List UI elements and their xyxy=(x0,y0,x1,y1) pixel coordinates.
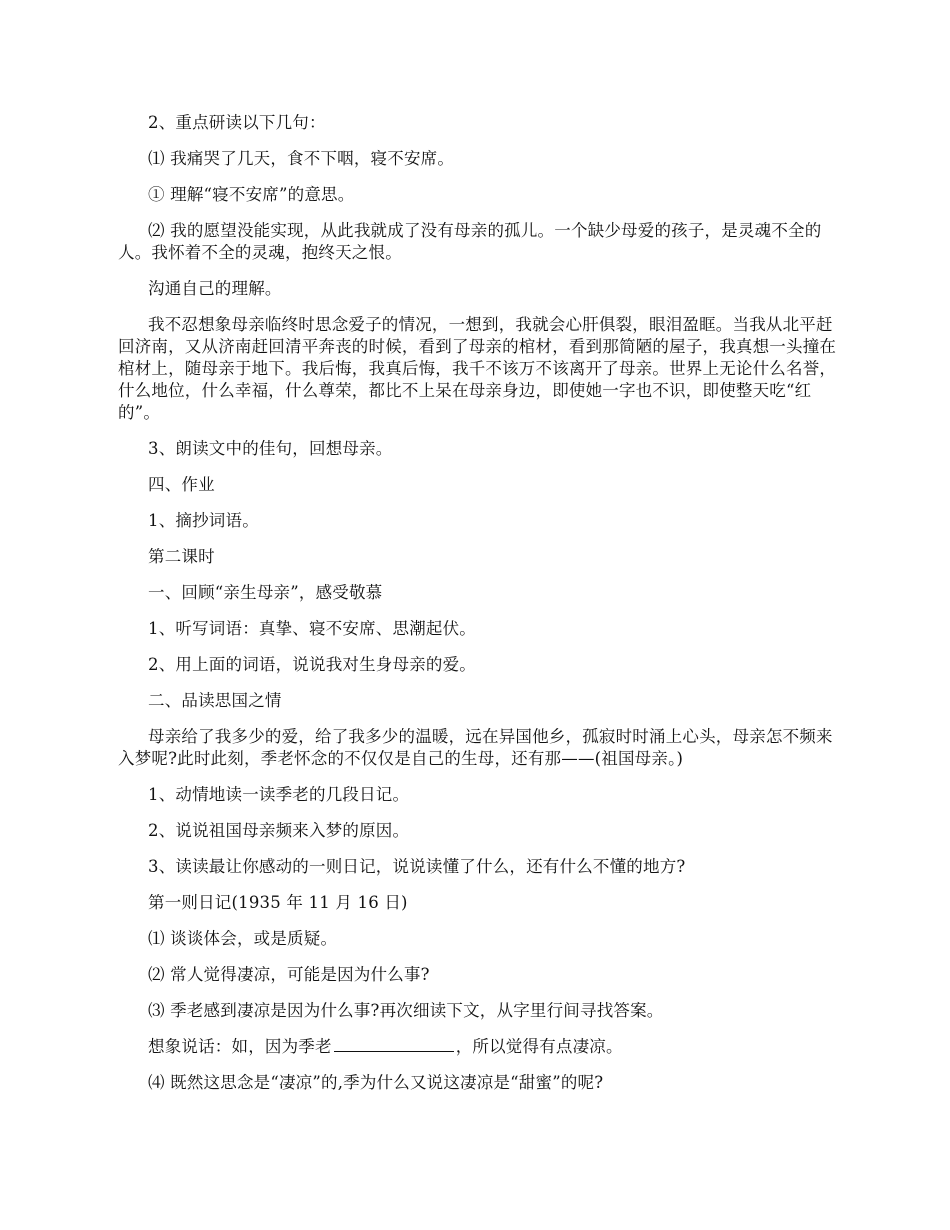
paragraph: ⑶ 季老感到凄凉是因为什么事?再次细读下文，从字里行间寻找答案。 xyxy=(148,1001,664,1020)
section-heading: 二、品读思国之情 xyxy=(148,691,282,710)
section-heading: 第二课时 xyxy=(148,547,215,566)
paragraph: 母亲给了我多少的爱，给了我多少的温暖，远在异国他乡，孤寂时时涌上心头，母亲怎不频来入梦呢?此时此刻，季老怀念的不仅仅是自己的生母，还有那——(祖国母亲。) xyxy=(118,727,833,768)
paragraph: 3、读读最让你感动的一则日记，说说读懂了什么，还有什么不懂的地方? xyxy=(148,857,686,876)
paragraph: 2、说说祖国母亲频来入梦的原因。 xyxy=(148,821,410,840)
paragraph: 3、朗读文中的佳句，回想母亲。 xyxy=(148,439,393,458)
paragraph: 1、听写词语：真挚、寝不安席、思潮起伏。 xyxy=(148,619,476,638)
fill-in-suffix: ，所以觉得有点凄凉。 xyxy=(455,1037,623,1056)
fill-in-paragraph xyxy=(118,1036,842,1058)
paragraph: ⑵ 常人觉得凄凉，可能是因为什么事? xyxy=(148,965,430,984)
paragraph: 1、摘抄词语。 xyxy=(148,511,259,530)
paragraph: 沟通自己的理解。 xyxy=(148,279,282,298)
paragraph: 第一则日记(1935 年 11 月 16 日) xyxy=(148,893,408,912)
paragraph: 2、用上面的词语，说说我对生身母亲的爱。 xyxy=(148,655,476,674)
paragraph: ⑴ 我痛哭了几天，食不下咽，寝不安席。 xyxy=(148,149,455,168)
paragraph: ⑵ 我的愿望没能实现，从此我就成了没有母亲的孤儿。一个缺少母爱的孩子，是灵魂不全的人。我怀着不全的灵魂，抱终天之恨。 xyxy=(118,221,822,262)
paragraph: 我不忍想象母亲临终时思念爱子的情况，一想到，我就会心肝俱裂，眼泪盈眶。当我从北平赶回济南，又从济南赶回清平奔丧的时候，看到了母亲的棺材，看到那简陋的屋子，我真想一头撞在棺材上，随母亲于地下。我后悔，我真后悔，我千不该万不该离开了母亲。世界上无论什么名誉，什么地位，什么幸福，什么尊荣，都比不上呆在母亲身边，即使她一字也不识，即使整天吃“红的”。 xyxy=(118,315,837,422)
paragraph: ⑷ 既然这思念是“凄凉”的,季为什么又说这凄凉是“甜蜜”的呢? xyxy=(148,1073,604,1092)
section-heading: 四、作业 xyxy=(148,475,215,494)
blank-line xyxy=(334,1037,454,1052)
paragraph: ① 理解“寝不安席”的意思。 xyxy=(148,185,355,204)
fill-in-prefix: 想象说话：如，因为季老 xyxy=(148,1037,332,1056)
paragraph: ⑴ 谈谈体会，或是质疑。 xyxy=(148,929,338,948)
document-body xyxy=(118,112,842,1108)
section-heading: 一、回顾“亲生母亲”，感受敬慕 xyxy=(148,583,383,602)
paragraph: 1、动情地读一读季老的几段日记。 xyxy=(148,785,410,804)
paragraph: 2、重点研读以下几句： xyxy=(148,113,326,132)
